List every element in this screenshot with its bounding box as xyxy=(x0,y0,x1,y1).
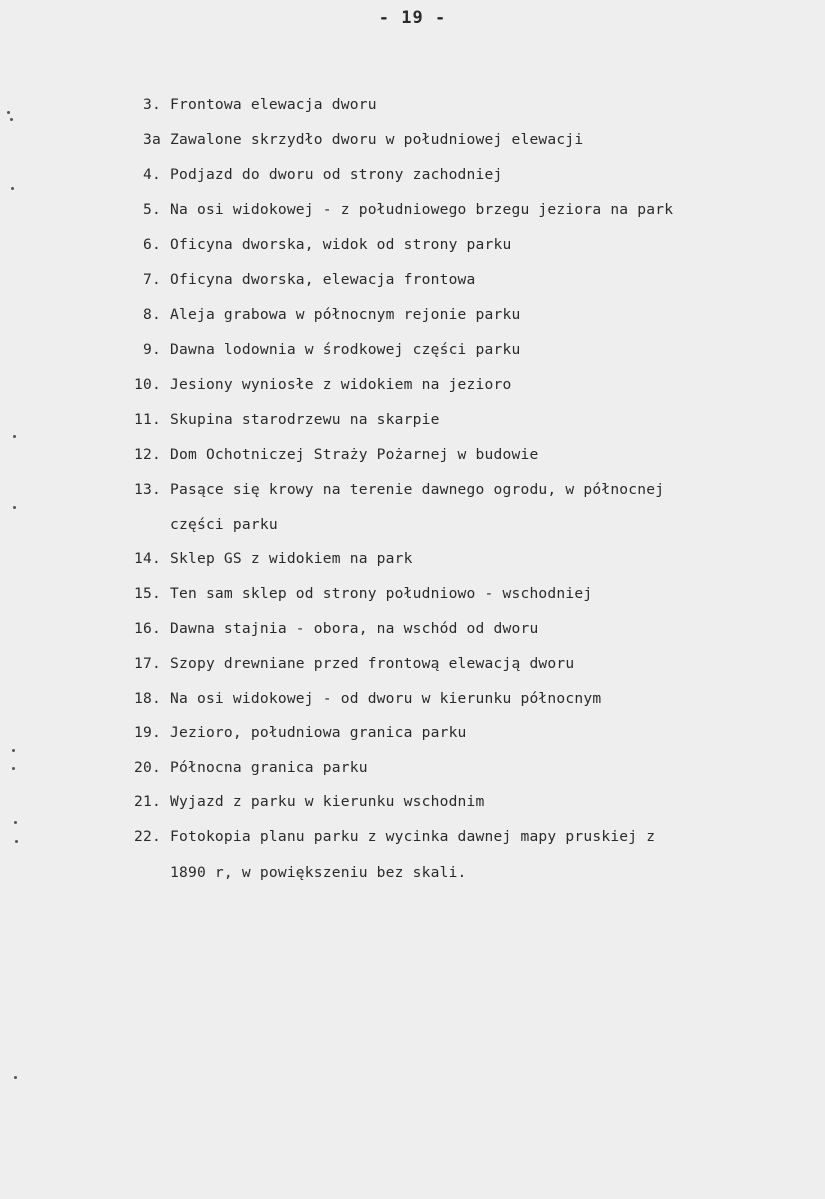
item-text-continuation: 1890 r, w powiększeniu bez skali. xyxy=(170,864,467,881)
item-number: 21. xyxy=(134,793,161,810)
scan-speck xyxy=(14,821,17,824)
item-text: Wyjazd z parku w kierunku wschodnim xyxy=(170,793,485,810)
item-text: Oficyna dworska, elewacja frontowa xyxy=(170,271,476,288)
scan-speck xyxy=(12,749,15,752)
item-number: 7. xyxy=(143,271,161,288)
item-number: 22. xyxy=(134,828,161,845)
item-number: 5. xyxy=(143,201,161,218)
item-number: 10. xyxy=(134,376,161,393)
item-text-continuation: części parku xyxy=(170,516,278,533)
item-number: 15. xyxy=(134,585,161,602)
item-text: Zawalone skrzydło dworu w południowej elewacji xyxy=(170,131,584,148)
item-text: Fotokopia planu parku z wycinka dawnej mapy pruskiej z xyxy=(170,828,656,845)
item-number: 11. xyxy=(134,411,161,428)
item-text: Ten sam sklep od strony południowo - wschodniej xyxy=(170,585,593,602)
item-number: 20. xyxy=(134,759,161,776)
item-text: Dawna stajnia - obora, na wschód od dworu xyxy=(170,620,539,637)
item-number: 17. xyxy=(134,655,161,672)
item-text: Oficyna dworska, widok od strony parku xyxy=(170,236,512,253)
item-text: Jesiony wyniosłe z widokiem na jezioro xyxy=(170,376,512,393)
item-text: Skupina starodrzewu na skarpie xyxy=(170,411,440,428)
item-number: 3. xyxy=(143,96,161,113)
scan-speck xyxy=(13,506,16,509)
item-text: Jezioro, południowa granica parku xyxy=(170,724,467,741)
item-text: Na osi widokowej - od dworu w kierunku północnym xyxy=(170,690,602,707)
scan-speck xyxy=(13,435,16,438)
item-number: 16. xyxy=(134,620,161,637)
item-number: 4. xyxy=(143,166,161,183)
item-text: Pasące się krowy na terenie dawnego ogrodu, w północnej xyxy=(170,481,665,498)
item-number: 18. xyxy=(134,690,161,707)
scan-speck xyxy=(10,118,13,121)
item-text: Dawna lodownia w środkowej części parku xyxy=(170,341,521,358)
item-text: Północna granica parku xyxy=(170,759,368,776)
item-number: 13. xyxy=(134,481,161,498)
item-number: 6. xyxy=(143,236,161,253)
item-text: Dom Ochotniczej Straży Pożarnej w budowie xyxy=(170,446,539,463)
item-number: 14. xyxy=(134,550,161,567)
item-number: 8. xyxy=(143,306,161,323)
item-text: Szopy drewniane przed frontową elewacją dworu xyxy=(170,655,575,672)
item-text: Aleja grabowa w północnym rejonie parku xyxy=(170,306,521,323)
scan-speck xyxy=(7,111,10,114)
item-number: 12. xyxy=(134,446,161,463)
scan-speck xyxy=(14,1076,17,1079)
item-number: 9. xyxy=(143,341,161,358)
item-number: 19. xyxy=(134,724,161,741)
item-number: 3a xyxy=(143,131,161,148)
page-number: - 19 - xyxy=(378,8,447,28)
item-text: Frontowa elewacja dworu xyxy=(170,96,377,113)
scan-speck xyxy=(12,767,15,770)
item-text: Sklep GS z widokiem na park xyxy=(170,550,413,567)
scan-speck xyxy=(15,840,18,843)
item-text: Podjazd do dworu od strony zachodniej xyxy=(170,166,503,183)
scan-speck xyxy=(11,187,14,190)
item-text: Na osi widokowej - z południowego brzegu jeziora na park xyxy=(170,201,674,218)
